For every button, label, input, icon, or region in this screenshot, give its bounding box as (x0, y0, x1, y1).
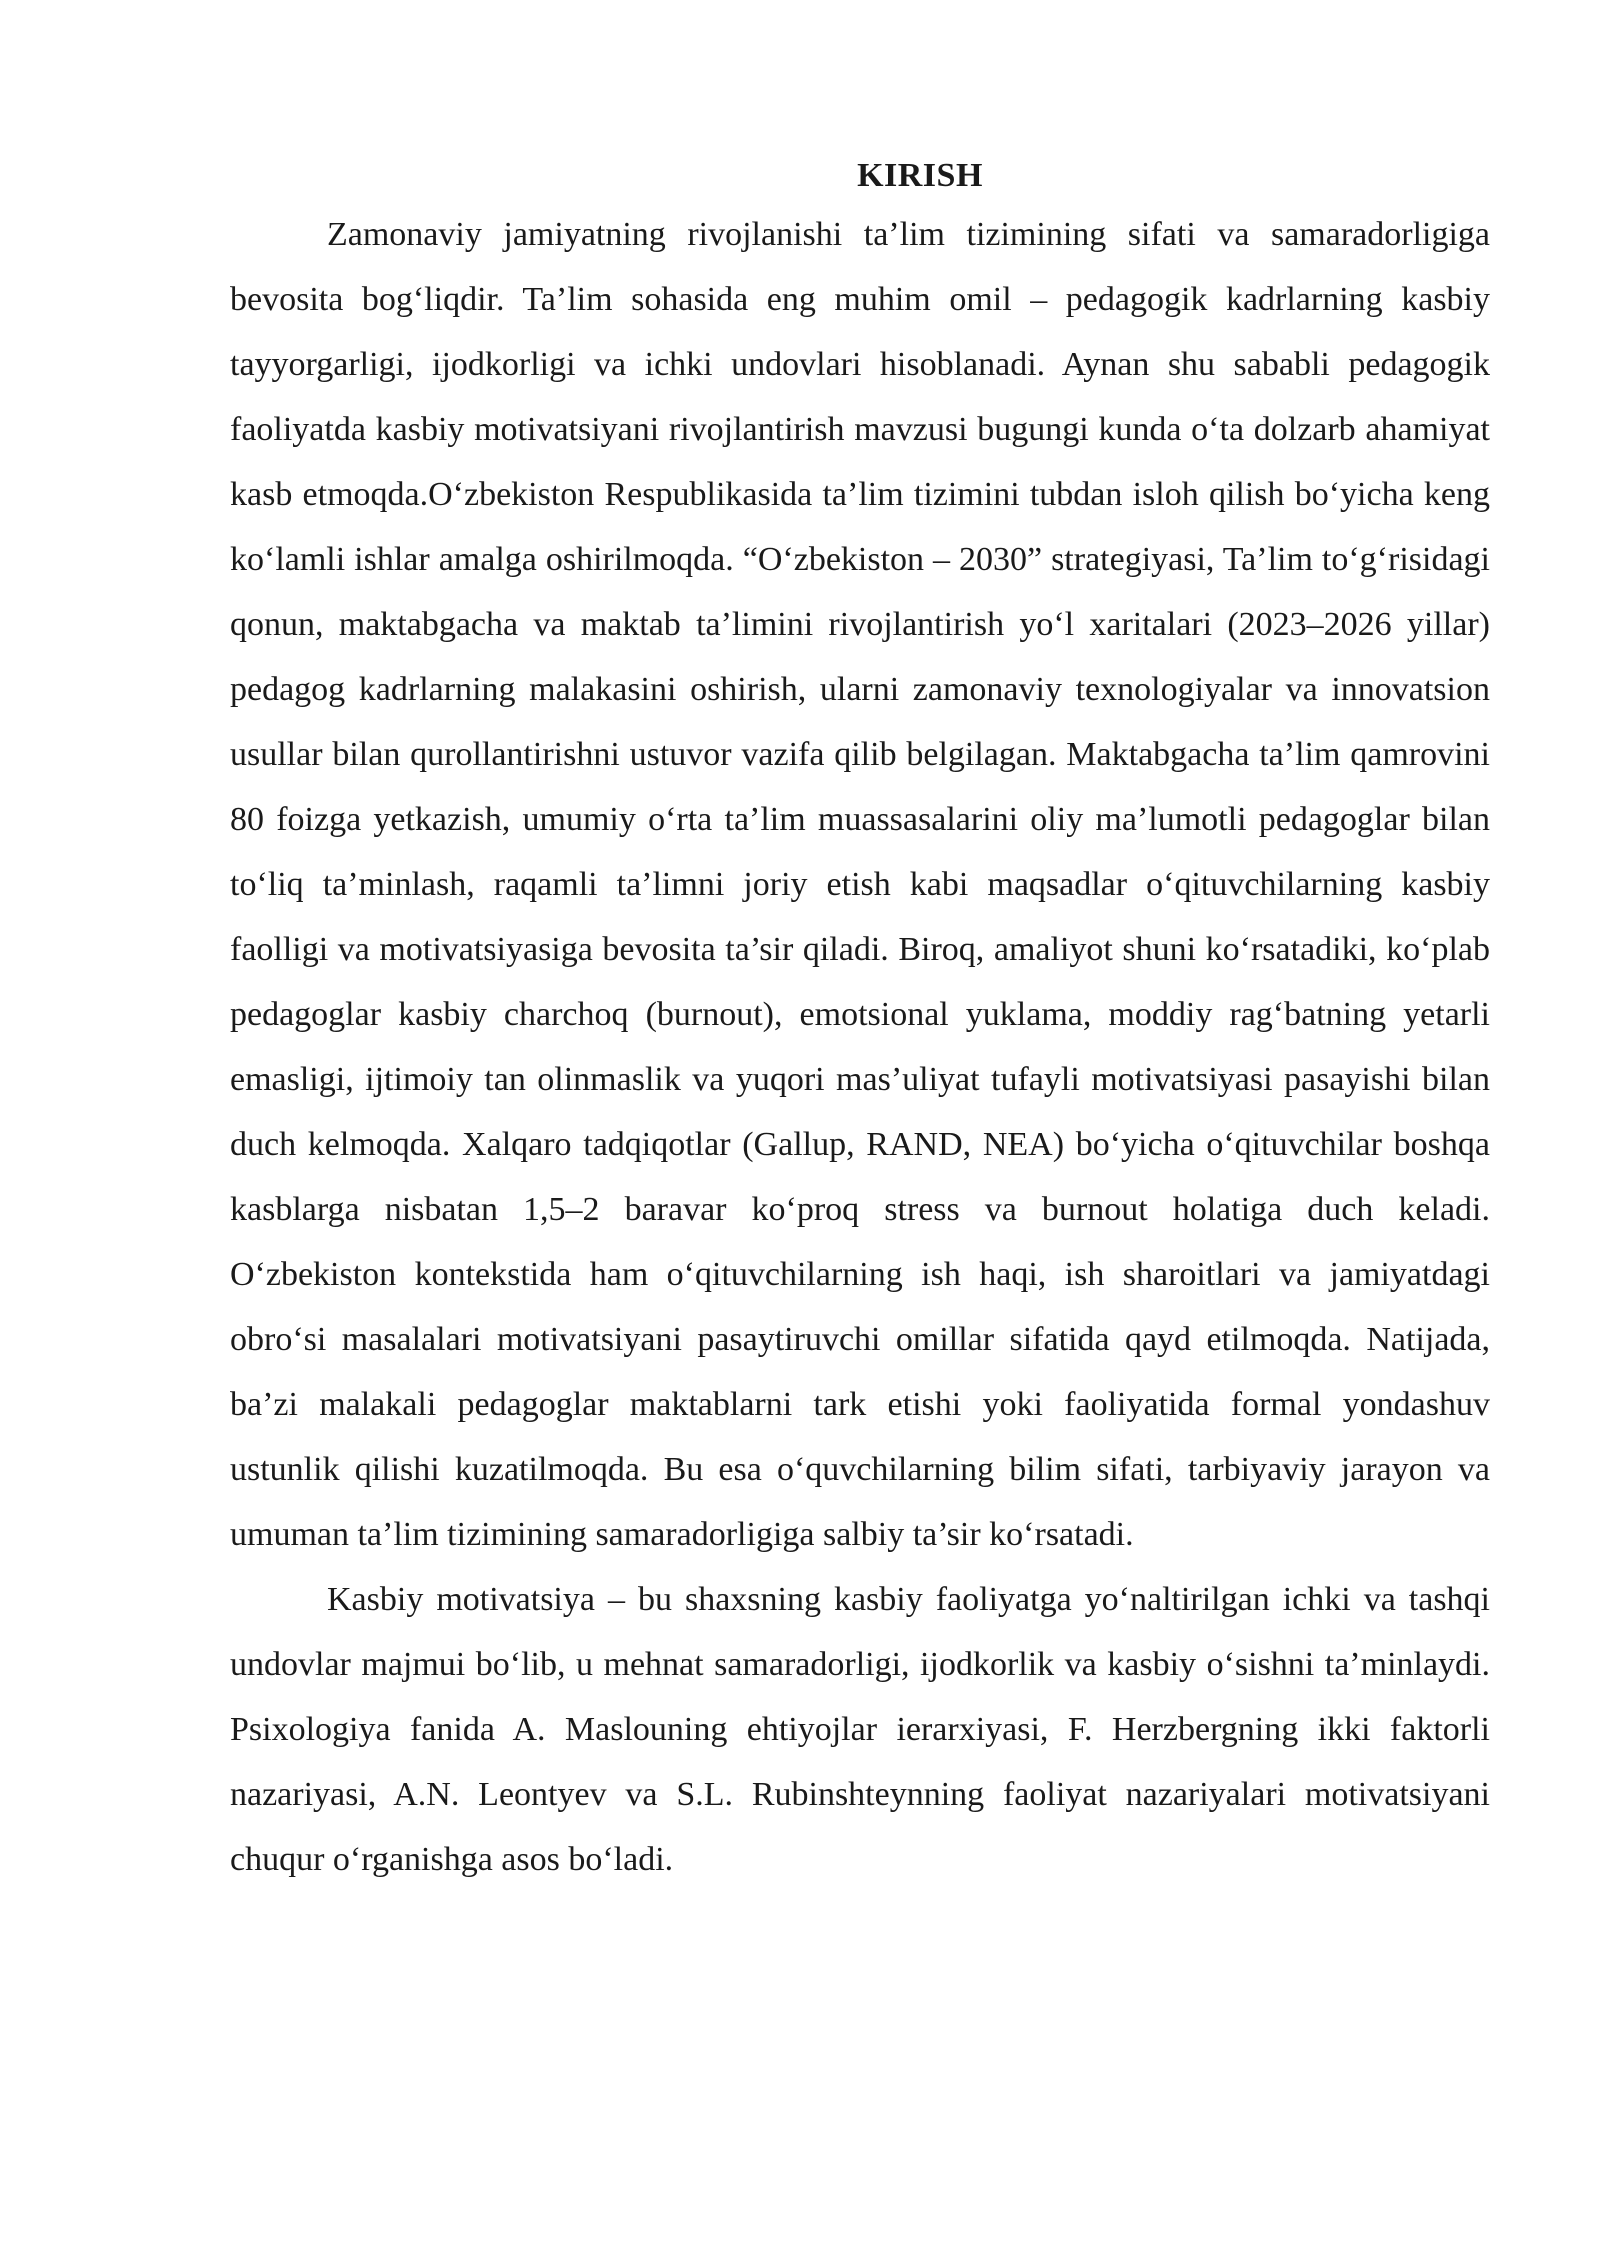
paragraph-motivation: Kasbiy motivatsiya – bu shaxsning kasbiy faoliyatga yo‘naltirilgan ichki va tashqi undovlar majmui bo‘lib, u mehnat samaradorligi, ijodkorlik va kasbiy o‘sishni ta’minlaydi. Psixologiya fanida A. Maslouning ehtiyojlar ierarxiyasi, F. Herzbergning ikki faktorli nazariyasi, A.N. Leontyev va S.L. Rubinshteynning faoliyat nazariyalari motivatsiyani chuqur o‘rganishga asos bo‘ladi. (230, 1581, 1490, 1878)
page-title: KIRISH (857, 157, 983, 194)
document-body (230, 150, 1490, 1892)
paragraph-intro: Zamonaviy jamiyatning rivojlanishi ta’lim tizimining sifati va samaradorligiga bevosita bog‘liqdir. Ta’lim sohasida eng muhim omil – pedagogik kadrlarning kasbiy tayyorgarligi, ijodkorligi va ichki undovlari hisoblanadi. Aynan shu sababli pedagogik faoliyatda kasbiy motivatsiyani rivojlantirish mavzusi bugungi kunda o‘ta dolzarb ahamiyat kasb etmoqda.O‘zbekiston Respublikasida ta’lim tizimini tubdan isloh qilish bo‘yicha keng ko‘lamli ishlar amalga oshirilmoqda. “O‘zbekiston – 2030” strategiyasi, Ta’lim to‘g‘risidagi qonun, maktabgacha va maktab ta’limini rivojlantirish yo‘l xaritalari (2023–2026 yillar) pedagog kadrlarning malakasini oshirish, ularni zamonaviy texnologiyalar va innovatsion usullar bilan qurollantirishni ustuvor vazifa qilib belgilagan. Maktabgacha ta’lim qamrovini 80 foizga yetkazish, umumiy o‘rta ta’lim muassasalarini oliy ma’lumotli pedagoglar bilan to‘liq ta’minlash, raqamli ta’limni joriy etish kabi maqsadlar o‘qituvchilarning kasbiy faolligi va motivatsiyasiga bevosita ta’sir qiladi. Biroq, amaliyot shuni ko‘rsatadiki, ko‘plab pedagoglar kasbiy charchoq (burnout), emotsional yuklama, moddiy rag‘batning yetarli emasligi, ijtimoiy tan olinmaslik va yuqori mas’uliyat tufayli motivatsiyasi pasayishi bilan duch kelmoqda. Xalqaro tadqiqotlar (Gallup, RAND, NEA) bo‘yicha o‘qituvchilar boshqa kasblarga nisbatan 1,5–2 baravar ko‘proq stress va burnout holatiga duch keladi. O‘zbekiston kontekstida ham o‘qituvchilarning ish haqi, ish sharoitlari va jamiyatdagi obro‘si masalalari motivatsiyani pasaytiruvchi omillar sifatida qayd etilmoqda. Natijada, ba’zi malakali pedagoglar maktablarni tark etishi yoki faoliyatida formal yondashuv ustunlik qilishi kuzatilmoqda. Bu esa o‘quvchilarning bilim sifati, tarbiyaviy jarayon va umuman ta’lim tizimining samaradorligiga salbiy ta’sir ko‘rsatadi. (230, 216, 1490, 1553)
